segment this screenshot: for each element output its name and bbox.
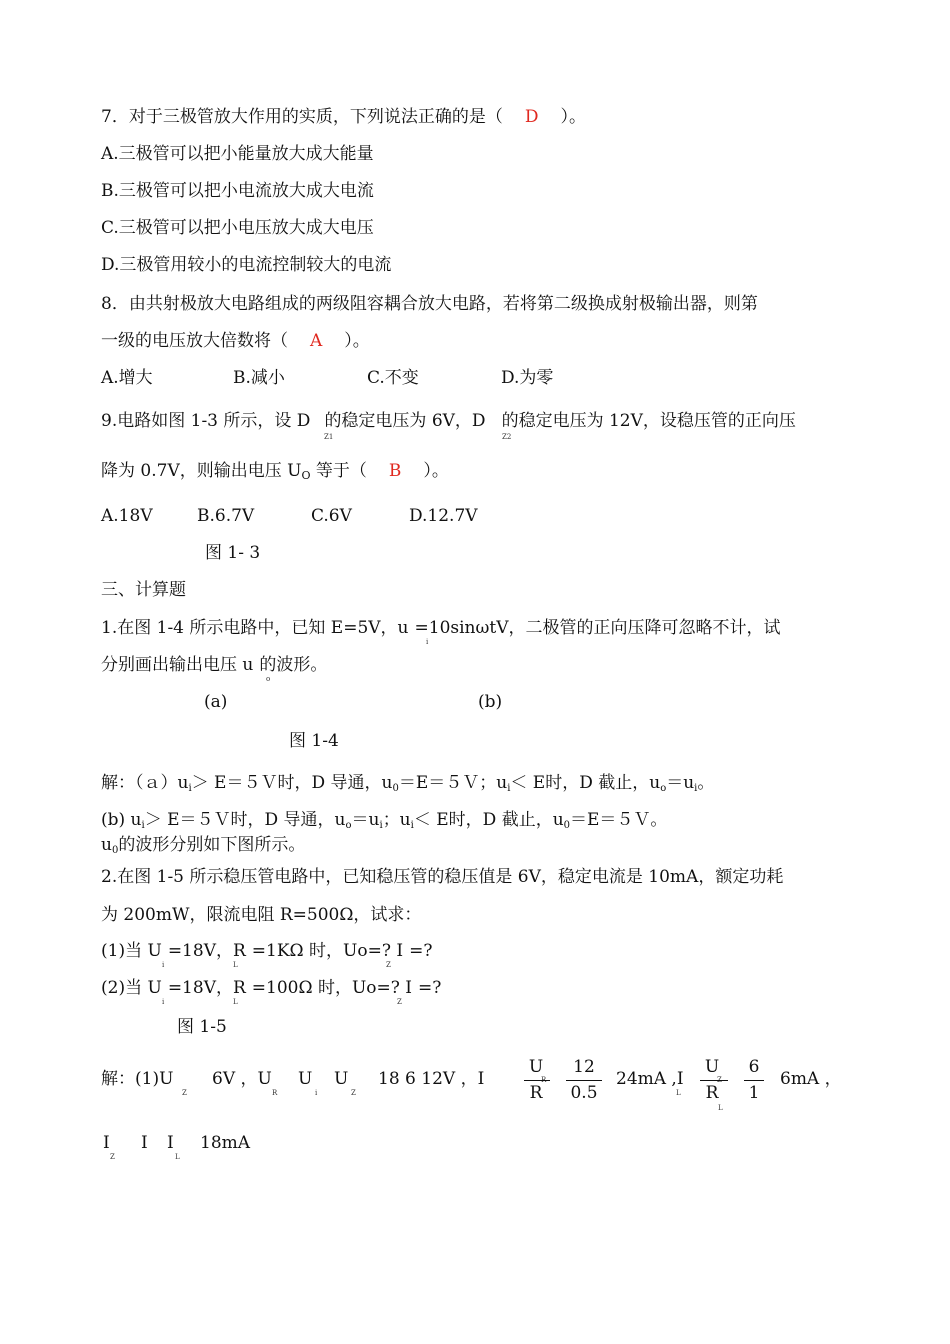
section-heading: 三、计算题 <box>101 580 186 600</box>
c2-sol-u-mid: U <box>298 1069 313 1089</box>
c2-sol-iz: I <box>103 1133 110 1153</box>
c2-q1-b: =18V，R <box>167 941 246 961</box>
c1-sol-a-end: 。 <box>697 773 715 793</box>
q9-option-a: A.18V <box>101 506 153 526</box>
q8-line2 <box>101 330 370 352</box>
q9-part2: 的稳定电压为 6V，D <box>324 411 486 431</box>
c1-sol-a-1: 解：（ａ）u <box>101 773 189 793</box>
q7-option-a: A.三极管可以把小能量放大成大能量 <box>101 144 374 164</box>
c1-sol-b-sub2: o <box>345 820 352 831</box>
c2-q2-a: (2)当 U <box>101 978 162 998</box>
c1-sol-a-sub1: i <box>188 783 192 794</box>
c1-sol-b-1: (b) u <box>101 810 142 830</box>
c2-sol-sub-z2: Z <box>351 1089 356 1097</box>
c1-solution-c <box>101 834 305 862</box>
c2-sol-sub-l1: L <box>676 1089 681 1097</box>
q8-option-c: C.不变 <box>367 368 419 388</box>
c2-q2-b: =18V，R <box>167 978 246 998</box>
c1-solution-a <box>101 772 714 800</box>
c2-line2: 为 200mW，限流电阻 R=500Ω，试求： <box>101 905 422 925</box>
q9-answer: B <box>388 461 402 481</box>
c2-frac4-num: 6 <box>748 1057 760 1077</box>
q9-close: ）。 <box>423 461 449 481</box>
q9-option-d: D.12.7V <box>409 506 478 526</box>
c2-q2-sub-L: L <box>233 998 238 1006</box>
q8-option-a: A.增大 <box>101 368 153 388</box>
c2-q1-sub-i: i <box>162 961 165 969</box>
c2-sol-il-sub: L <box>175 1153 180 1161</box>
c1-sub-o: o <box>266 675 271 683</box>
c2-q1-sub-L: L <box>233 961 238 969</box>
q8-close: ）。 <box>344 331 370 351</box>
c2-figure-caption: 图 1-5 <box>177 1017 227 1037</box>
c2-line1: 2.在图 1-5 所示稳压管电路中，已知稳压管的稳压值是 6V，稳定电流是 10mA，额定功耗 <box>101 867 784 887</box>
c1-sol-b-sub5: 0 <box>563 820 571 831</box>
c1-sol-a-sub3: i <box>507 783 511 794</box>
c1-sol-a-2: ＞ E＝５Ｖ时，D 导通，u <box>191 773 393 793</box>
c1-label-a: (a) <box>204 692 228 712</box>
c2-sol-sub-i: i <box>315 1089 318 1097</box>
q9-option-c: C.6V <box>311 506 352 526</box>
c2-q2-c: =100Ω 时，Uo=? I <box>251 978 412 998</box>
c1-sol-b-6: ＝E＝５Ｖ。 <box>570 810 668 830</box>
c1-sub-i: i <box>426 638 429 646</box>
c2-sol-u-last: U <box>334 1069 349 1089</box>
c1-line1 <box>101 617 780 639</box>
c1-sol-b-sub1: i <box>141 820 145 831</box>
c2-question2 <box>101 977 441 999</box>
c1-solution-b <box>101 809 667 837</box>
c2-frac1-den: R <box>529 1083 543 1103</box>
c2-frac2-den: 0.5 <box>570 1083 598 1103</box>
c1-sol-a-sub4: o <box>660 783 667 794</box>
c1-sol-b-4: ；u <box>382 810 411 830</box>
q7-stem-line <box>101 106 586 128</box>
c1-sol-c-u: u <box>101 835 112 855</box>
c2-frac1-bar <box>524 1080 550 1081</box>
c2-q1-d: =? <box>409 941 433 961</box>
c2-frac4-bar <box>744 1080 764 1081</box>
c2-sol-mid: 24mA ,I <box>616 1069 684 1089</box>
c1-sol-b-sub3: i <box>379 820 383 831</box>
c1-sol-c-rest: 的波形分别如下图所示。 <box>118 835 306 855</box>
q7-option-c: C.三极管可以把小电压放大成大电压 <box>101 218 374 238</box>
c1-sol-b-3: ＝u <box>351 810 380 830</box>
c2-frac3-bar <box>700 1080 728 1081</box>
c2-frac2-num: 12 <box>573 1057 595 1077</box>
q7-close: ）。 <box>560 107 586 127</box>
c2-sol-value: 18mA <box>200 1133 251 1153</box>
q9-line2 <box>101 460 449 487</box>
c1-figure-caption: 图 1-4 <box>289 731 339 751</box>
c1-sol-a-sub5: i <box>694 783 698 794</box>
c2-sol-end: 6mA ， <box>780 1069 842 1089</box>
c2-frac3-den: R <box>705 1083 719 1103</box>
q9-figure-caption: 图 1- 3 <box>205 543 261 563</box>
c2-sol-sub-z1: Z <box>182 1089 187 1097</box>
q8-stem: 一级的电压放大倍数将（ <box>101 331 288 351</box>
c1-line2 <box>101 654 327 676</box>
c1-sol-b-5: ＜ E时，D 截止，u <box>413 810 564 830</box>
c2-sol-lead: 解：(1)U <box>101 1069 174 1089</box>
q8-answer: A <box>310 331 323 351</box>
c1-line2-b: 的波形。 <box>259 655 328 675</box>
q7-option-b: B.三极管可以把小电流放大成大电流 <box>101 181 374 201</box>
q7-option-d: D.三极管用较小的电流控制较大的电流 <box>101 255 392 275</box>
c2-q2-sub-Z: Z <box>397 998 402 1006</box>
q8-option-d: D.为零 <box>501 368 554 388</box>
c2-frac3-num: U <box>704 1057 720 1077</box>
q9-line2-b: 等于（ <box>315 461 367 481</box>
c2-frac1-num: U <box>528 1057 544 1077</box>
c2-sol-iz-sub: Z <box>110 1153 115 1161</box>
q9-line1 <box>101 410 796 432</box>
c1-sol-a-4: ＜ E时，D 截止，u <box>510 773 661 793</box>
c1-sol-c-sub: 0 <box>111 845 119 856</box>
q8-line1: 8．由共射极放大电路组成的两级阻容耦合放大电路，若将第二级换成射极输出器，则第 <box>101 294 758 314</box>
c2-q1-c: =1KΩ 时，Uo=? I <box>251 941 404 961</box>
c2-question1 <box>101 940 432 962</box>
q9-sub-z2: Z2 <box>502 433 512 441</box>
c2-sol-sub-r1: R <box>272 1089 278 1097</box>
c2-sol-nums: 18 6 12V ，I <box>378 1069 485 1089</box>
c1-sol-a-5: ＝u <box>666 773 695 793</box>
q9-uo-sub: O <box>301 469 311 482</box>
c2-q2-d: =? <box>418 978 442 998</box>
c2-frac2-bar <box>566 1080 602 1081</box>
c2-sol-il: I <box>167 1133 174 1153</box>
c2-sol-i: I <box>141 1133 148 1153</box>
q8-option-b: B.减小 <box>233 368 285 388</box>
c1-sol-b-sub4: i <box>410 820 414 831</box>
q9-part1: 9.电路如图 1-3 所示，设 D <box>101 411 311 431</box>
q7-stem: 7．对于三极管放大作用的实质，下列说法正确的是（ <box>101 107 503 127</box>
c1-label-b: (b) <box>478 692 503 712</box>
c1-sol-a-3: ＝E＝５Ｖ；u <box>398 773 508 793</box>
c2-frac3-den-sub: L <box>718 1104 723 1112</box>
c2-q1-sub-Z: Z <box>386 961 391 969</box>
c1-part1: 1.在图 1-4 所示电路中，已知 E=5V，u <box>101 618 409 638</box>
c2-q2-sub-i: i <box>162 998 165 1006</box>
q9-option-b: B.6.7V <box>197 506 255 526</box>
c1-part2: =10sinωtV，二极管的正向压降可忽略不计，试 <box>414 618 781 638</box>
c2-frac4-den: 1 <box>748 1083 760 1103</box>
q9-line2-a: 降为 0.7V，则输出电压 U <box>101 461 302 481</box>
c2-q1-a: (1)当 U <box>101 941 162 961</box>
c1-line2-a: 分别画出输出电压 u <box>101 655 254 675</box>
q7-answer: D <box>524 107 539 127</box>
q9-part3: 的稳定电压为 12V，设稳压管的正向压 <box>501 411 796 431</box>
c1-sol-a-sub2: 0 <box>392 783 399 794</box>
c2-sol-uz-val: 6V ，U <box>212 1069 272 1089</box>
c1-sol-b-2: ＞ E＝５Ｖ时，D 导通，u <box>144 810 346 830</box>
q9-sub-z1: Z1 <box>324 433 334 441</box>
